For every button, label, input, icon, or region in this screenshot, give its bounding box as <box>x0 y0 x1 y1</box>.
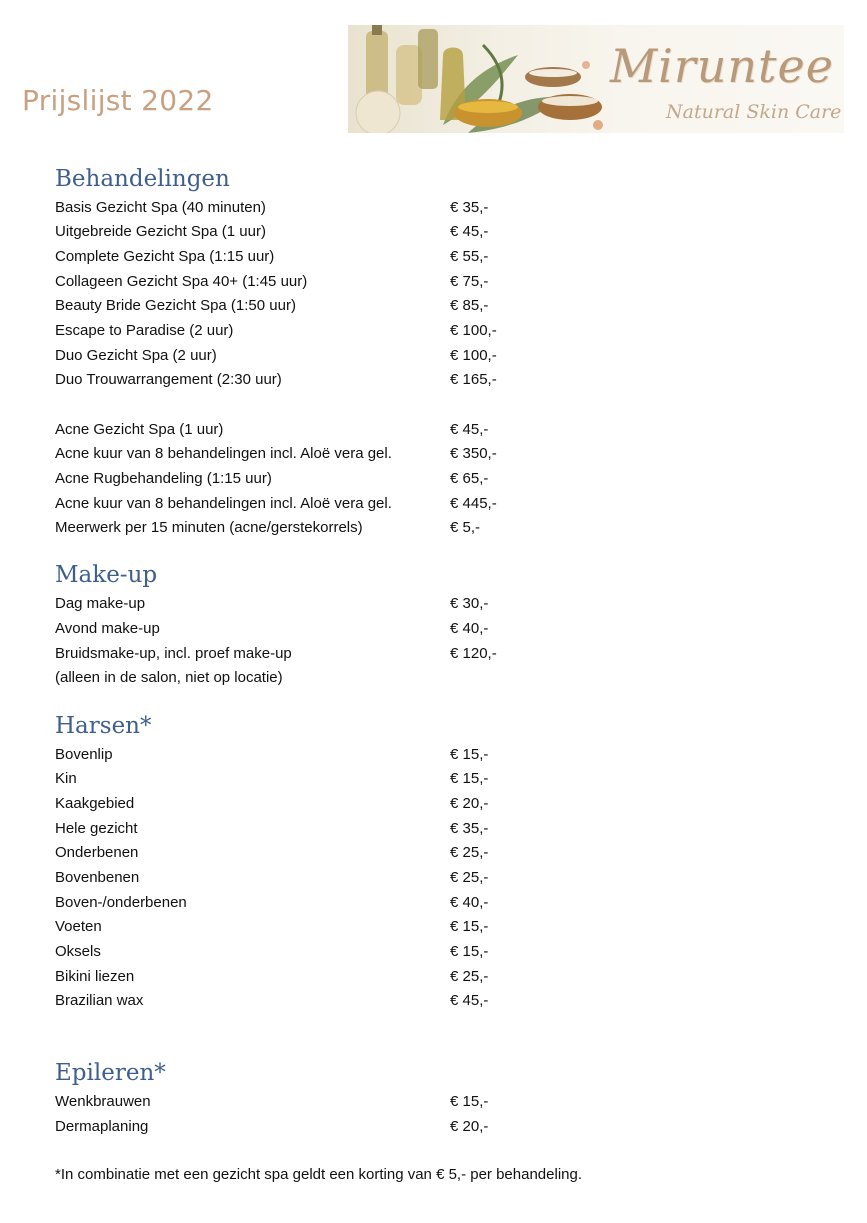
treatment-price: € 15,- <box>450 918 489 935</box>
treatment-name: Dermaplaning <box>55 1118 149 1135</box>
treatment-name: Collageen Gezicht Spa 40+ (1:45 uur) <box>55 273 308 290</box>
price-row <box>55 222 575 242</box>
treatment-name: Uitgebreide Gezicht Spa (1 uur) <box>55 223 266 240</box>
treatment-name: Hele gezicht <box>55 820 138 837</box>
treatment-price: € 30,- <box>450 595 489 612</box>
price-row <box>55 991 575 1011</box>
treatment-name: Oksels <box>55 943 101 960</box>
price-row <box>55 893 575 913</box>
price-row <box>55 917 575 937</box>
price-row <box>55 346 575 366</box>
treatment-price: € 15,- <box>450 770 489 787</box>
treatment-name: Acne Rugbehandeling (1:15 uur) <box>55 470 272 487</box>
treatment-price: € 65,- <box>450 470 489 487</box>
price-row <box>55 494 575 514</box>
treatment-name: Boven-/onderbenen <box>55 894 187 911</box>
price-row <box>55 843 575 863</box>
treatment-name: Basis Gezicht Spa (40 minuten) <box>55 199 266 216</box>
brand-logo <box>348 25 844 133</box>
treatment-price: € 20,- <box>450 1118 489 1135</box>
treatment-name: Bikini liezen <box>55 968 135 985</box>
price-row <box>55 1117 575 1137</box>
treatment-name: Meerwerk per 15 minuten (acne/gerstekorrels) <box>55 519 363 536</box>
price-row <box>55 668 575 688</box>
price-row <box>55 794 575 814</box>
treatment-name: Voeten <box>55 918 102 935</box>
price-row <box>55 819 575 839</box>
treatment-price: € 100,- <box>450 347 497 364</box>
treatment-name: Bovenlip <box>55 746 113 763</box>
page-title: Prijslijst 2022 <box>22 84 214 117</box>
treatment-name: Duo Trouwarrangement (2:30 uur) <box>55 371 282 388</box>
treatment-price: € 15,- <box>450 746 489 763</box>
treatment-price: € 45,- <box>450 421 489 438</box>
treatment-price: € 25,- <box>450 968 489 985</box>
treatment-name: Escape to Paradise (2 uur) <box>55 322 234 339</box>
treatment-name: Kaakgebied <box>55 795 135 812</box>
price-row <box>55 518 575 538</box>
price-row <box>55 594 575 614</box>
price-row <box>55 769 575 789</box>
treatment-name: Kin <box>55 770 77 787</box>
section-title-make-up: Make-up <box>55 562 158 588</box>
price-row <box>55 745 575 765</box>
price-row <box>55 469 575 489</box>
price-row <box>55 868 575 888</box>
logo-tagline: Natural Skin Care <box>666 101 842 123</box>
treatment-name: Duo Gezicht Spa (2 uur) <box>55 347 217 364</box>
treatment-name: Beauty Bride Gezicht Spa (1:50 uur) <box>55 297 296 314</box>
treatment-price: € 25,- <box>450 844 489 861</box>
treatment-name: Bovenbenen <box>55 869 140 886</box>
treatment-name: Avond make-up <box>55 620 160 637</box>
treatment-price: € 15,- <box>450 943 489 960</box>
treatment-name: Bruidsmake-up, incl. proef make-up <box>55 645 292 662</box>
treatment-price: € 40,- <box>450 894 489 911</box>
price-row <box>55 272 575 292</box>
price-row <box>55 296 575 316</box>
treatment-price: € 85,- <box>450 297 489 314</box>
treatment-name: Acne kuur van 8 behandelingen incl. Aloë vera gel. <box>55 495 392 512</box>
treatment-name: Acne kuur van 8 behandelingen incl. Aloë vera gel. <box>55 445 392 462</box>
price-row <box>55 644 575 664</box>
treatment-price: € 20,- <box>450 795 489 812</box>
price-row <box>55 1092 575 1112</box>
treatment-name: Brazilian wax <box>55 992 144 1009</box>
treatment-name: Complete Gezicht Spa (1:15 uur) <box>55 248 275 265</box>
treatment-price: € 120,- <box>450 645 497 662</box>
price-row <box>55 321 575 341</box>
price-row <box>55 444 575 464</box>
treatment-price: € 75,- <box>450 273 489 290</box>
price-row <box>55 247 575 267</box>
treatment-price: € 100,- <box>450 322 497 339</box>
section-title-harsen: Harsen* <box>55 713 152 739</box>
price-row <box>55 619 575 639</box>
treatment-price: € 40,- <box>450 620 489 637</box>
treatment-price: € 5,- <box>450 519 481 536</box>
treatment-price: € 165,- <box>450 371 497 388</box>
logo-brand-name: Miruntee <box>610 39 834 93</box>
treatment-price: € 35,- <box>450 199 489 216</box>
price-row <box>55 370 575 390</box>
treatment-name: Onderbenen <box>55 844 139 861</box>
treatment-price: € 15,- <box>450 1093 489 1110</box>
price-row <box>55 420 575 440</box>
section-title-epileren: Epileren* <box>55 1060 166 1086</box>
price-row <box>55 967 575 987</box>
price-row <box>55 942 575 962</box>
section-title-behandelingen: Behandelingen <box>55 166 230 192</box>
treatment-name: Wenkbrauwen <box>55 1093 151 1110</box>
footnote: *In combinatie met een gezicht spa geldt een korting van € 5,- per behandeling. <box>55 1166 583 1183</box>
treatment-price: € 25,- <box>450 869 489 886</box>
treatment-price: € 45,- <box>450 223 489 240</box>
treatment-price: € 55,- <box>450 248 489 265</box>
treatment-price: € 350,- <box>450 445 497 462</box>
treatment-price: € 45,- <box>450 992 489 1009</box>
treatment-name: Dag make-up <box>55 595 146 612</box>
price-row <box>55 198 575 218</box>
treatment-price: € 445,- <box>450 495 497 512</box>
treatment-name: Acne Gezicht Spa (1 uur) <box>55 421 224 438</box>
treatment-price: € 35,- <box>450 820 489 837</box>
treatment-note: (alleen in de salon, niet op locatie) <box>55 669 283 686</box>
